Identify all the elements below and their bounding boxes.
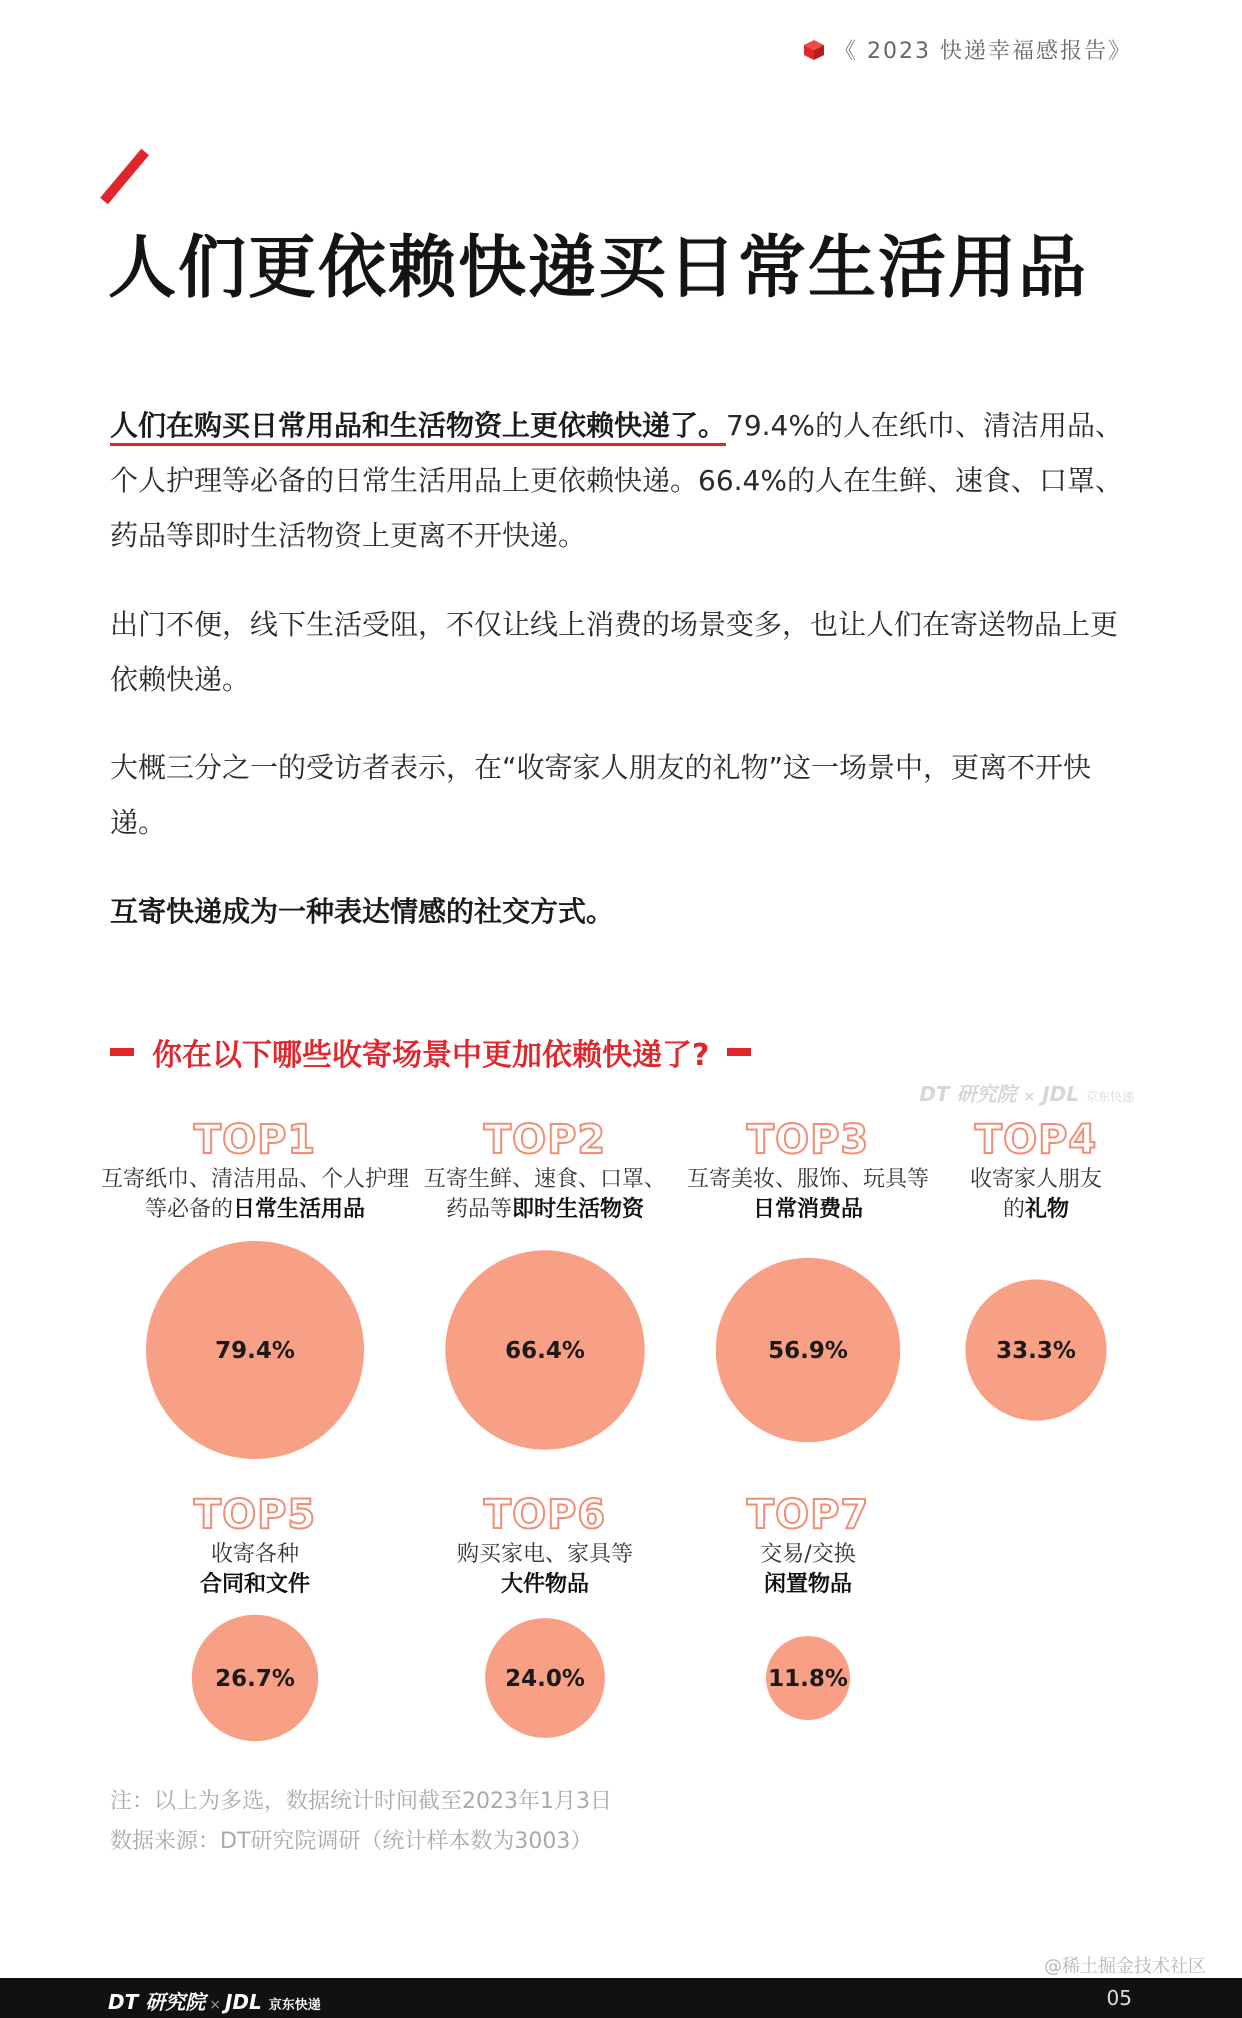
footer-brand-jdl-sub: 京东快递 — [268, 1998, 321, 2013]
watermark-brand-dt: DT 研究院 — [919, 1082, 1017, 1106]
category-line-2-bold: 大件物品 — [500, 1572, 589, 1597]
note-text: 注：以上为多选，数据统计时间截至2023年1月3日 — [110, 1789, 612, 1814]
category-line-1: 互寄纸巾、清洁用品、个人护理 — [100, 1167, 409, 1192]
category-line-2-prefix: 等必备的 — [144, 1197, 233, 1222]
rank-label: TOP7 — [746, 1492, 870, 1538]
paragraph-4: 互寄快递成为一种表达情感的社交方式。 — [110, 895, 615, 928]
category-line-1: 收寄家人朋友 — [969, 1167, 1102, 1192]
footer — [0, 1978, 1242, 2018]
value-label-top1: 79.4% — [215, 1338, 295, 1364]
footer-brand-dt: DT 研究院 — [108, 1990, 206, 2014]
paragraph-1-lead: 人们在购买日常用品和生活物资上更依赖快递了。 — [110, 409, 727, 442]
watermark-brand-jdl-sub: 京东快递 — [1085, 1090, 1134, 1104]
value-label-top7: 11.8% — [768, 1666, 848, 1692]
footer-sep: × — [209, 1997, 221, 2013]
category-line-1: 互寄生鲜、速食、口罩、 — [423, 1167, 666, 1192]
value-label-top3: 56.9% — [768, 1338, 848, 1364]
site-watermark: @稀土掘金技术社区 — [1044, 1956, 1206, 1977]
rank-label: TOP6 — [483, 1492, 607, 1538]
category-line-1: 交易/交换 — [760, 1542, 856, 1567]
rank-label: TOP4 — [974, 1117, 1098, 1163]
value-label-top2: 66.4% — [505, 1338, 585, 1364]
page-title: 人们更依赖快递买日常生活用品 — [108, 229, 1089, 308]
rank-label: TOP2 — [483, 1117, 607, 1163]
notes — [110, 1782, 612, 1862]
category-line-2-prefix: 的 — [1002, 1197, 1025, 1222]
rank-label: TOP5 — [193, 1492, 317, 1538]
category-line-2-bold: 礼物 — [1025, 1197, 1070, 1222]
paragraph-1-rest: 79.4%的人在纸巾、清洁用品、个人护理等必备的日常生活用品上更依赖快递。66.4%的人在生鲜、速食、口罩、药品等即时生活物资上更离不开快递。 — [110, 409, 1123, 552]
value-label-top5: 26.7% — [215, 1666, 295, 1692]
rank-label: TOP3 — [746, 1117, 870, 1163]
category-line-1: 互寄美妆、服饰、玩具等 — [686, 1167, 929, 1192]
category-line-2-bold: 即时生活物资 — [512, 1197, 645, 1222]
chart-title-text: 你在以下哪些收寄场景中更加依赖快递了? — [152, 1038, 710, 1073]
value-label-top6: 24.0% — [505, 1666, 585, 1692]
footer-brand — [108, 1986, 321, 2015]
category-line-2-bold: 合同和文件 — [199, 1572, 310, 1597]
page-number: 05 — [1106, 1986, 1132, 2010]
report-title: 《 2023 快递幸福感报告》 — [834, 39, 1132, 64]
category-line-2-bold: 日常生活用品 — [233, 1197, 366, 1222]
footer-brand-jdl: JDL — [224, 1990, 262, 2014]
category-line-1: 收寄各种 — [210, 1542, 299, 1567]
watermark-sep: × — [1023, 1089, 1036, 1105]
watermark-brand-jdl: JDL — [1042, 1082, 1080, 1106]
category-line-2-prefix: 药品等 — [445, 1197, 512, 1222]
category-line-2-bold: 闲置物品 — [763, 1572, 852, 1597]
paragraph-3: 大概三分之一的受访者表示，在“收寄家人朋友的礼物”这一场景中，更离不开快递。 — [110, 751, 1092, 839]
source-text: 数据来源：DT研究院调研（统计样本数为3003） — [110, 1829, 593, 1854]
category-line-2-bold: 日常消费品 — [752, 1197, 863, 1222]
rank-label: TOP1 — [193, 1117, 317, 1163]
value-label-top4: 33.3% — [996, 1338, 1076, 1364]
category-line-1: 购买家电、家具等 — [456, 1542, 633, 1567]
paragraph-2: 出门不便，线下生活受阻，不仅让线上消费的场景变多，也让人们在寄送物品上更依赖快递。 — [110, 608, 1119, 696]
